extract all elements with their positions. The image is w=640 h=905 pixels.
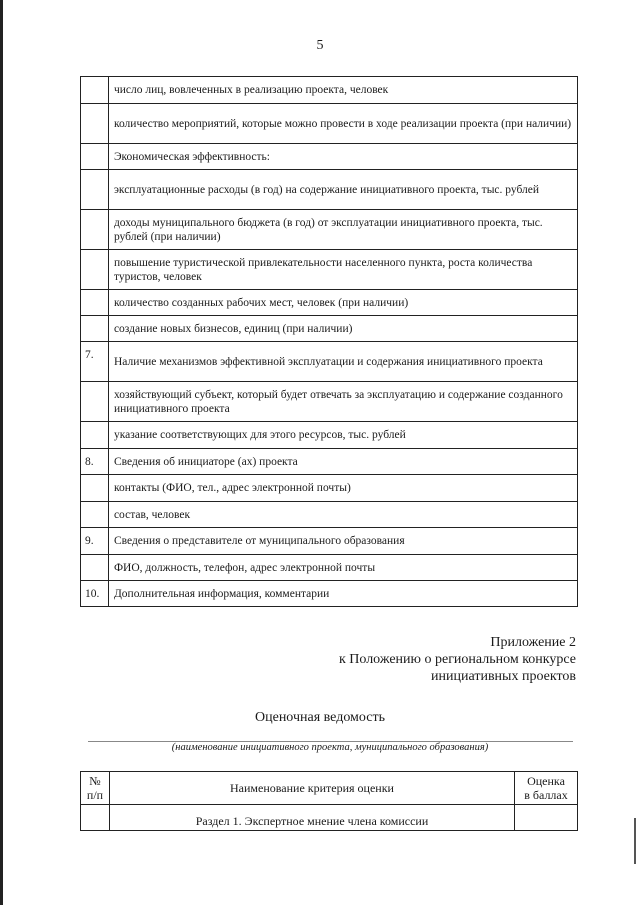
row-number: 8. [81,449,109,475]
row-text: повышение туристической привлекательности населенного пункта, роста количества туристов, человек [108,250,577,290]
header-num [81,772,110,805]
header-score-line2: в баллах [524,788,568,802]
row-text: указание соответствующих для этого ресурсов, тыс. рублей [108,422,577,449]
table-row [81,290,578,316]
row-number [81,290,109,316]
row-text: ФИО, должность, телефон, адрес электронной почты [108,555,577,581]
section-score-cell [515,805,578,831]
row-number [81,502,109,528]
table-row [81,77,578,104]
row-number [81,422,109,449]
page-number: 5 [316,38,324,53]
scan-left-edge [0,0,3,905]
row-number [81,210,109,250]
header-score-line1: Оценка [527,774,565,788]
row-number [81,170,109,210]
section-title: Раздел 1. Экспертное мнение члена комиссии [110,805,515,831]
row-number [81,77,109,104]
table-row [81,475,578,502]
table-row [81,210,578,250]
table-header-row [81,772,578,805]
row-number [81,250,109,290]
table-row [81,250,578,290]
criteria-table [80,76,578,607]
table-row [81,342,578,382]
row-text: создание новых бизнесов, единиц (при наличии) [108,316,577,342]
table-row [81,316,578,342]
table-row [81,555,578,581]
row-text: Наличие механизмов эффективной эксплуатации и содержания инициативного проекта [108,342,577,382]
row-text: Сведения о представителе от муниципального образования [108,528,577,555]
row-number [81,382,109,422]
header-num-line1: № [89,774,101,788]
table-row [81,144,578,170]
row-number [81,316,109,342]
fill-in-hint: (наименование инициативного проекта, муниципального образования) [171,742,489,753]
appendix-title: Приложение 2 [490,635,576,650]
row-number: 7. [81,342,109,382]
row-text: доходы муниципального бюджета (в год) от эксплуатации инициативного проекта, тыс. рублей (при наличии) [108,210,577,250]
table-row [81,170,578,210]
row-number [81,144,109,170]
section-num-cell [81,805,110,831]
section-row [81,805,578,831]
row-text: количество созданных рабочих мест, человек (при наличии) [108,290,577,316]
appendix-subtitle-cont: инициативных проектов [431,669,576,684]
table-row [81,104,578,144]
header-num-line2: п/п [86,788,104,802]
table-row [81,422,578,449]
row-number: 10. [81,581,109,607]
row-text: контакты (ФИО, тел., адрес электронной почты) [108,475,577,502]
row-number [81,475,109,502]
row-text: Дополнительная информация, комментарии [108,581,577,607]
appendix-subtitle: к Положению о региональном конкурсе [338,652,576,667]
row-text: эксплуатационные расходы (в год) на содержание инициативного проекта, тыс. рублей [108,170,577,210]
row-text: число лиц, вовлеченных в реализацию проекта, человек [108,77,577,104]
row-text: количество мероприятий, которые можно провести в ходе реализации проекта (при наличии) [108,104,577,144]
row-text: Сведения об инициаторе (ах) проекта [108,449,577,475]
row-text: хозяйствующий субъект, который будет отвечать за эксплуатацию и содержание созданного инициативного проекта [108,382,577,422]
table-row [81,449,578,475]
header-name: Наименование критерия оценки [110,772,515,805]
row-number [81,104,109,144]
row-number: 9. [81,528,109,555]
scan-right-mark [634,818,636,864]
table-row [81,581,578,607]
row-number [81,555,109,581]
evaluation-table [80,771,578,831]
table-row [81,382,578,422]
table-row [81,502,578,528]
document-title: Оценочная ведомость [255,710,385,725]
row-text: Экономическая эффективность: [108,144,577,170]
table-row [81,528,578,555]
row-text: состав, человек [108,502,577,528]
header-score [515,772,578,805]
appendix-block [339,634,576,685]
